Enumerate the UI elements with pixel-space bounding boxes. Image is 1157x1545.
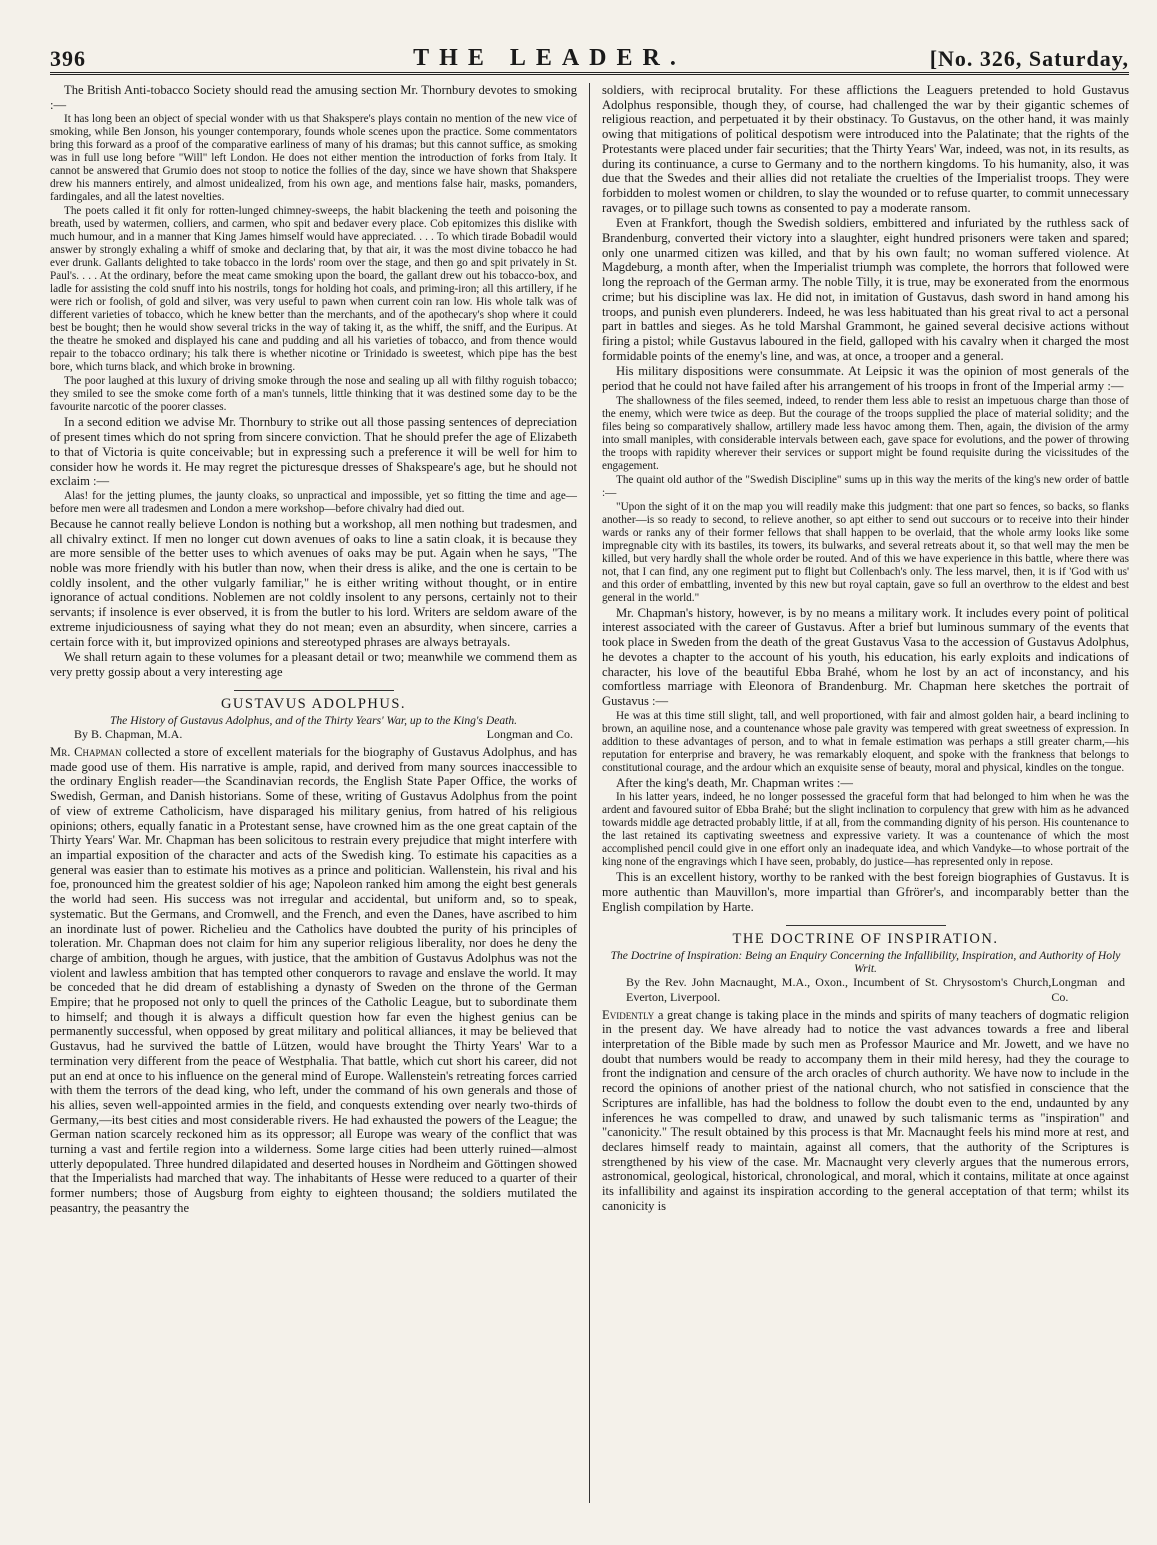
right-column (590, 83, 1129, 1503)
section-heading: GUSTAVUS ADOLPHUS. (220, 695, 407, 712)
book-author: By B. Chapman, M.A. (74, 727, 183, 742)
book-publication-line (50, 727, 577, 742)
body-paragraph: We shall return again to these volumes for a pleasant detail or two; meanwhile we commend them as very pretty gossip about a very interesting age (50, 650, 577, 679)
article-columns (50, 83, 1129, 1503)
body-paragraph: Mr. Chapman's history, however, is by no means a military work. It includes every point of political interest associated with the career of Gustavus. After a brief but luminous summary of the events that took place in Sweden from the death of the great Gustavus Vasa to the accession of Gustavus Adolphus, he devotes a chapter to the account of his youth, his education, his early exploits and indications of character, his love of the beautiful Ebba Brahé, whom he lost by an act of inconstancy, and his comfortless marriage with Eleonora of Brandenburg. Mr. Chapman here sketches the portrait of Gustavus :— (602, 605, 1129, 708)
book-title: The Doctrine of Inspiration: Being an Enquiry Concerning the Infallibility, Inspiration, and Authority of Holy Writ. (610, 949, 1121, 976)
intro-paragraph: The British Anti-tobacco Society should read the amusing section Mr. Thornbury devotes to smoking :— (50, 83, 577, 112)
quote-paragraph: The quaint old author of the "Swedish Discipline" sums up in this way the merits of the king's new order of battle :— (602, 473, 1129, 499)
body-paragraph: His military dispositions were consummate. At Leipsic it was the opinion of most generals of the period that he could not have failed after his arrangement of his troops in front of the Imperial army :— (602, 364, 1129, 394)
quote-paragraph: In his latter years, indeed, he no longer possessed the graceful form that had belonged to him when he was the ardent and favoured suitor of Ebba Brahé; but the slight inclination to corpulency that grew with him as he advanced towards middle age detracted probably little, if at all, from the commanding dignity of his person. His countenance to the last retained its captivating sweetness and expressive variety. It was a countenance of which the most accomplished pencil could give in one effort only an inadequate idea, and which Vandyke—to whose portrait of the king none of the engravings which I have seen, probably, do justice—has represented only in repose. (602, 791, 1129, 869)
quote-paragraph: Alas! for the jetting plumes, the jaunty cloaks, so unpractical and impossible, yet so fitting the time and age—before men were all tradesmen and London a mere workshop—before chivalry had died out. (50, 489, 577, 515)
book-title: The History of Gustavus Adolphus, and of the Thirty Years' War, up to the King's Death. (109, 714, 518, 728)
section-heading: THE DOCTRINE OF INSPIRATION. (732, 930, 999, 947)
review-body (50, 745, 577, 1216)
body-paragraph: soldiers, with reciprocal brutality. For these afflictions the Leaguers pretended to hold Gustavus Adolphus responsible, though they, of course, had challenged the war by their gigantic schemes of religious reaction, and perpetuated it by their obstinacy. To Gustavus, on the other hand, it was mainly owing that mitigations of political despotism were introduced into the Palatinate; that the rights of the Protestants were placed under fair securities; that the Thirty Years' War, indeed, was not, in its results, as during its continuance, a curse to Germany and to the northern kingdoms. To his humanity, also, it was due that the Swedes and their allies did not retaliate the cruelties of the Imperialist troops. They were forbidden to molest women or children, to slay the wounded or to refuse quarter, to commit unnecessary ravages, or to pillage such towns as consented to pay a moderate ransom. (602, 83, 1129, 215)
book-publisher: Longman and Co. (486, 727, 573, 742)
review-lead-word: Evidently (602, 1007, 655, 1022)
book-publication-line (602, 975, 1129, 1004)
review-lead-word: Mr. Chapman (50, 745, 122, 760)
book-publisher: Longman and Co. (1051, 975, 1125, 1004)
book-author: By the Rev. John Macnaught, M.A., Oxon., Incumbent of St. Chrysostom's Church, Everton, Liverpool. (626, 975, 1052, 1004)
review-text: collected a store of excellent materials for the biography of Gustavus Adolphus, and has made good use of them. His narrative is ample, rapid, and derived from many sources inaccessible to the ordinary English reader—the Scandinavian records, the English State Paper Office, the works of Swedish, German, and Danish historians. Some of these, writing of Gustavus Adolphus from the point of view of extreme Catholicism, have disparaged his military genius, from hatred of his religious opinions; others, equally fanatic in a Protestant sense, have crowned him as the one great captain of the Thirty Years' War. Mr. Chapman has been solicitous to restrain every prejudice that might interfere with an impartial exposition of the character and acts of the Swedish king. To estimate his capacities as a general was easier than to estimate his motives as a prince and politician. Wallenstein, his rival and his foe, pronounced him the greatest soldier of his age; Napoleon ranked him among the eight best generals the world had seen. His success was not irregular and accidental, but uniform and, so to speak, systematic. But the Germans, and Cromwell, and the French, and even the Danes, have ascribed to him an inordinate lust of power. Richelieu and the Catholics have doubted the purity of his principles of toleration. Mr. Chapman does not claim for him any superior religious liberality, nor does he deny the charge of ambition, though he argues, with justice, that the ambition of Gustavus Adolphus was not the violent and lawless ambition that has tempted other conquerors to ravage and enslave the world. It may be conceded that he did dream of establishing a dynasty of Sweden on the throne of the German Empire; that he proposed not only to quell the princes of the Catholic League, but to subordinate them to himself; and though it is always a difficult question how far even the highest genius can be permanently successful, when opposed by great military and political alliances, it may be believed that Gustavus, had he survived the battle of Lützen, would have brought the Thirty Years' War to a termination very different from the peace of Westphalia. That battle, which cut short his career, did not put an end at once to his influence on the general mind of Europe. Wallenstein's retreating forces carried with them the terrors of the dead king, who left, under the command of his own generals and those of his allies, seven well-appointed armies in the field, and conquests extending over nearly two-thirds of Germany,—its best cities and most considerable rivers. He had exhausted the powers of the League; the German nation scarcely reckoned him as its oppressor; all Europe was weary of the conflict that was turning a vast and fertile region into a wilderness. Some large cities had been utterly ruined—almost utterly depopulated. Three hundred dilapidated and deserted houses in Nordheim and Göttingen showed that the Imperialists had marched that way. The inhabitants of Hesse were reduced to a quarter of their former numbers; those of Augsburg from eighty to eighteen thousand; the soldiers mutilated the peasantry, the peasantry the (50, 745, 577, 1215)
quote-paragraph: It has long been an object of special wonder with us that Shakspere's plays contain no mention of the new vice of smoking, while Ben Jonson, his younger contemporary, founds whole scenes upon the practice. Some commentators bring this forward as a proof of the comparative earliness of many of his dramas; but this cannot suffice, as smoking was in full use long before "Will" left London. He does not either mention the introduction of forks from Italy. It cannot be answered that Grumio does not stoop to notice the follies of the day, since we have shown that Shakspere drew his manners entirely, and almost unidealized, from his own age, and mentions false hair, masks, pomanders, fardingales, and all the latest novelties. (50, 113, 577, 204)
page-header (50, 14, 1129, 75)
body-paragraph: After the king's death, Mr. Chapman writes :— (616, 775, 853, 790)
quote-paragraph: "Upon the sight of it on the map you will readily make this judgment: that one part so fences, so backs, so flanks another—is so ready to second, to relieve another, so apt either to send out succours or to receive into their hinder wards or ranks any of their former fellows that shall happen to be overlaid, that the whole army looks like some impregnable city with its bastiles, its towers, its bulwarks, and several retreats about it, so that well may the men be killed, but very hardly shall the whole order be routed. And of this we have experience in this battle, where there was not, that I can find, any one regiment put to flight but Collenbach's only. The less marvel, then, it is if 'God with us' and this order of embattling, invented by this new but royal captain, gave so full an overthrow to the eldest and best general in the world." (602, 500, 1129, 604)
section-divider (234, 690, 394, 691)
page-number: 396 (50, 46, 86, 71)
quote-paragraph: The poets called it fit only for rotten-lunged chimney-sweeps, the habit blackening the teeth and poisoning the breath, used by watermen, colliers, and carmen, who spit and bedaver every place. Cob epitomizes this dislike with much humour, and in a manner that King James himself would have appreciated. . . . To which tirade Bobadil would answer by strongly exhaling a whiff of smoke and declaring that, by that air, it was the most divine tobacco he had ever drunk. Gallants delighted to take tobacco in the lords' room over the stage, and then go and spit privately in St. Paul's. . . . At the ordinary, before the meat came smoking upon the board, the gallant drew out his tobacco-box, and ladle for assisting the cold snuff into his nostrils, tongs for holding hot coals, and priming-iron; all this artillery, if he were rich or foolish, of gold and silver, was very useful to pawn when current coin ran low. His whole talk was of different varieties of tobacco, which he knew better than the merchants, and of the apothecary's shop where it could best be bought; then he would show several tricks in the way of taking it, as the whiff, the sniff, and the Euripus. At the theatre he smoked and displayed his cane and pudding and all his varieties of tobacco, and from thence would repair to the tobacco ordinary; his talk there is whether nicotine or Trinidado is sweetest, which pipe has the best bore, which turns black, and which broke in browning. (50, 205, 577, 374)
body-paragraph: This is an excellent history, worthy to be ranked with the best foreign biographies of Gustavus. It is more authentic than Mauvillon's, more impartial than Gfrörer's, and incomparably better than the English compilation by Harte. (602, 870, 1129, 914)
quote-paragraph: The shallowness of the files seemed, indeed, to render them less able to resist an impetuous charge than those of the enemy, which were twice as deep. But the courage of the troops supplied the place of material solidity; and the files being so comparatively shallow, artillery made less havoc among them. Then, again, the division of the army into small maniples, with considerable intervals between each, gave space for evolutions, and the power of throwing the troops with rapidity wherever their services or support might be found requisite during the vicissitudes of the engagement. (602, 394, 1129, 472)
body-paragraph: Even at Frankfort, though the Swedish soldiers, embittered and infuriated by the ruthless sack of Brandenburg, converted their victory into a slaughter, eight hundred prisoners were taken and spared; only one unarmed citizen was killed, and that by his own fault; no woman suffered violence. At Magdeburg, a month after, when the Imperialist triumph was complete, the horrors that followed were long the reproach of the German army. The noble Tilly, it is true, may be exonerated from the enormous crime; but his discipline was lax. He did not, in imitation of Gustavus, dash sword in hand among his troops, and punish even plunderers. Indeed, he was less habituated than his great rival to act a personal part in battles and sieges. As he told Marshal Grammont, he gained several decisive actions without firing a pistol; while Gustavus laboured in the field, galloped with his cavalry when it charged the most formidable points of the enemy's line, and was, at once, a trooper and a general. (602, 216, 1129, 363)
left-column (50, 83, 590, 1503)
quote-paragraph: The poor laughed at this luxury of driving smoke through the nose and sealing up all with filthy roguish tobacco; they smiled to see the smoke come forth of a man's tunnels, little thinking that it was destined some day to be the favourite narcotic of the poorer classes. (50, 375, 577, 414)
section-divider (786, 925, 946, 926)
review-text: a great change is taking place in the minds and spirits of many teachers of dogmatic religion in the present day. We have already had to notice the vast advances towards a free and liberal interpretation of the Bible made by such men as Professor Maurice and Mr. Jowett, and we have no doubt that numbers would be ready to accompany them in their mild heresy, had they the courage to front the indignation and censure of the arch oracles of church authority. We have now to include in the record the opinions of another priest of the national church, who not satisfied in conscience that the Scriptures are infallible, has had the boldness to follow the doubt even to the end, undaunted by any inferences he was compelled to draw, and unawed by such talismanic terms as "inspiration" and "canonicity." The result obtained by this process is that Mr. Macnaught feels his mind more at rest, and declares himself ready to maintain, against all comers, that the authority of the Scriptures is strengthened by his view of the case. Mr. Macnaught very cleverly argues that the numerous errors, astronomical, geological, historical, chronological, and moral, which it contains, militate at once against its infallibility and against its inspiration according to the general acceptation of that term; whilst its canonicity is (602, 1007, 1129, 1213)
review-body (602, 1008, 1129, 1214)
body-paragraph: In a second edition we advise Mr. Thornbury to strike out all those passing sentences of depreciation of present times which do not spring from sincere conviction. That he should prefer the age of Elizabeth to that of Victoria is quite conceivable; but in expressing such a preference it will be well for him to consider how he words it. He may regret the picturesque dresses of Shakspeare's age, but he should not exclaim :— (50, 415, 577, 489)
quote-paragraph: He was at this time still slight, tall, and well proportioned, with fair and almost golden hair, a beard inclining to brown, an aquiline nose, and a countenance whose pale gravity was tempered with great sweetness of expression. In addition to these advantages of person, and to what in female estimation was perhaps a still greater charm,—his reputation for enterprise and bravery, he was remarkably eloquent, and spoke with the frankness that belongs to constitutional courage, and the ardour which an exquisite sense of beauty, moral and physical, kindles on the tongue. (602, 709, 1129, 774)
issue-number: [No. 326, Saturday, (929, 46, 1129, 71)
masthead-title: THE LEADER. (413, 45, 686, 71)
body-paragraph: Because he cannot really believe London is nothing but a workshop, all men nothing but tradesmen, and all chivalry extinct. If men no longer cut down avenues of oaks to line a satin cloak, it is because they are more sensible of the better uses to which avenues of oaks may be put. Again when he says, "The noble was more friendly with his butler than now, when their dress is alike, and the one is certain to be coldly insolent, and the other vulgarly familiar," he is either writing without thought, or in entire ignorance of actual conditions. Noblemen are not coldly insolent to any persons, certainly not to their servants; if insolence is ever observed, it is from the butler to his lord. Writers are seldom aware of the extreme injudiciousness of saying what they do not mean; even an absurdity, when sincere, carries a certain force with it, but improvized opinions and stereotyped phrases are always betrayals. (50, 516, 577, 649)
